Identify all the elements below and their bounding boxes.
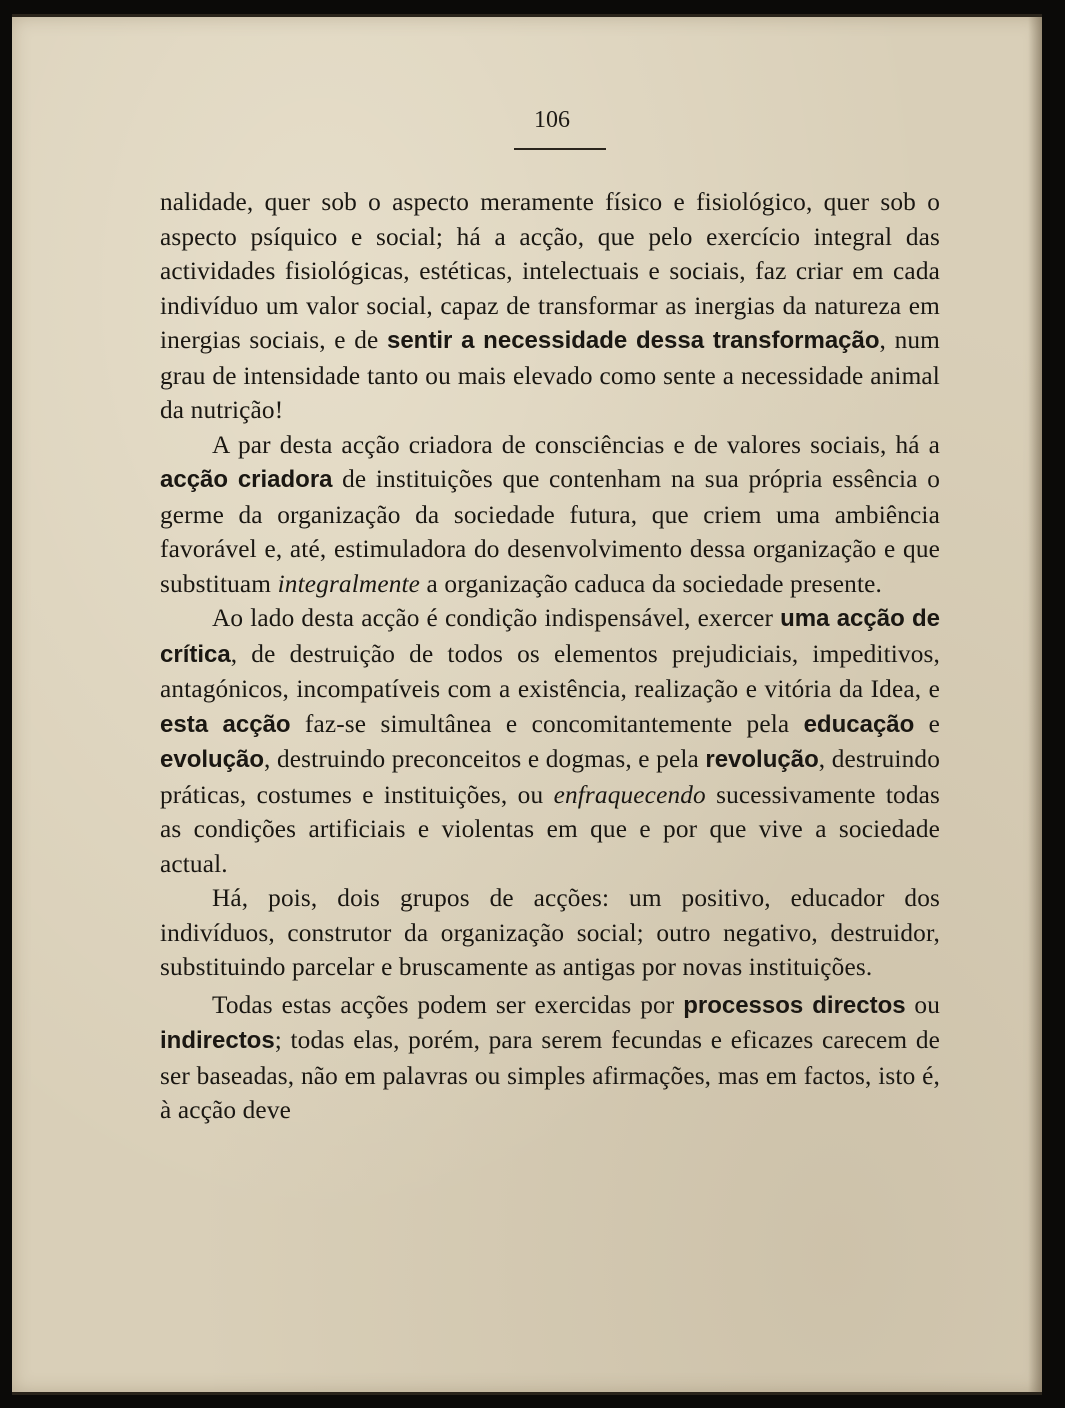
p2-text-a: A par desta acção criadora de consciências e de valores sociais, há a: [212, 430, 940, 459]
p5-emphasis-b: processos directos: [683, 991, 906, 1019]
p2-italic-d: integralmente: [277, 569, 421, 598]
p3-text-c: , de destruição de todos os elementos prejudiciais, impeditivos, antagónicos, incompatíveis com a existência, realização e vitória da Idea, e: [160, 639, 940, 703]
p1-text-c: , num grau de intensidade tanto ou mais elevado como sente a necessidade animal da nutrição!: [160, 326, 941, 424]
p3-text-e: faz-se simultânea e concomitantemente pela: [290, 709, 804, 738]
p4-text-a: Há, pois, dois grupos de acções: um positivo, educador dos indivíduos, construtor da organização social; outro negativo, destruidor, substituindo parcelar e bruscamente as antigas por novas instituições.: [160, 884, 940, 981]
p3-text-g: e: [914, 709, 940, 738]
p3-emphasis-f: educação: [803, 710, 915, 738]
p5-text-e: ; todas elas, porém, para serem fecundas e eficazes carecem de ser baseadas, não em palavras ou simples afirmações, mas em factos, isto é, à acção deve: [160, 1026, 940, 1124]
p3-text-i: , destruindo preconceitos e dogmas, e pela: [264, 745, 706, 773]
paragraph-5: [160, 988, 940, 1128]
body-text: [160, 185, 940, 1128]
p3-emphasis-j: revolução: [705, 746, 819, 773]
p5-emphasis-d: indirectos: [160, 1027, 275, 1054]
paragraph-2: [160, 428, 940, 602]
p2-text-e: a organização caduca da sociedade presente.: [420, 569, 882, 598]
page-edge-shadow: [1028, 17, 1042, 1392]
p3-emphasis-h: evolução: [160, 746, 265, 773]
paragraph-3: [160, 601, 940, 881]
p5-text-c: ou: [905, 990, 941, 1019]
page-number-rule: [514, 148, 606, 150]
p3-italic-l: enfraquecendo: [553, 780, 706, 809]
p1-emphasis-b: sentir a necessidade dessa transformação: [386, 327, 880, 354]
p3-emphasis-d: esta acção: [160, 710, 291, 738]
p3-text-m: sucessivamente todas as condições artificiais e violentas em que e por que vive a sociedade actual.: [160, 780, 940, 878]
book-page: [12, 14, 1042, 1395]
p3-text-k: , destruindo práticas, costumes e instituições, ou: [160, 745, 940, 809]
p3-emphasis-b: uma acção de crítica: [160, 605, 940, 668]
p2-emphasis-b: acção criadora: [160, 466, 333, 493]
p1-text-a: nalidade, quer sob o aspecto meramente físico e fisiológico, quer sob o aspecto psíquico e social; há a acção, que pelo exercício integral das actividades fisiológicas, estéticas, intelectuais e sociais, faz criar em cada indivíduo um valor social, capaz de transformar as inergias da natureza em inergias sociais, e de: [160, 188, 940, 354]
page-number: 106: [534, 107, 570, 133]
p5-text-a: Todas estas acções podem ser exercidas por: [212, 990, 684, 1019]
p2-text-c: de instituições que contenham na sua própria essência o germe da organização da sociedade futura, que criem uma ambiência favorável e, até, estimuladora do desenvolvimento dessa organização e que substituam: [160, 465, 940, 598]
paragraph-4: [160, 881, 940, 985]
p3-text-a: Ao lado desta acção é condição indispensável, exercer: [212, 604, 781, 632]
paragraph-1: [160, 185, 940, 428]
